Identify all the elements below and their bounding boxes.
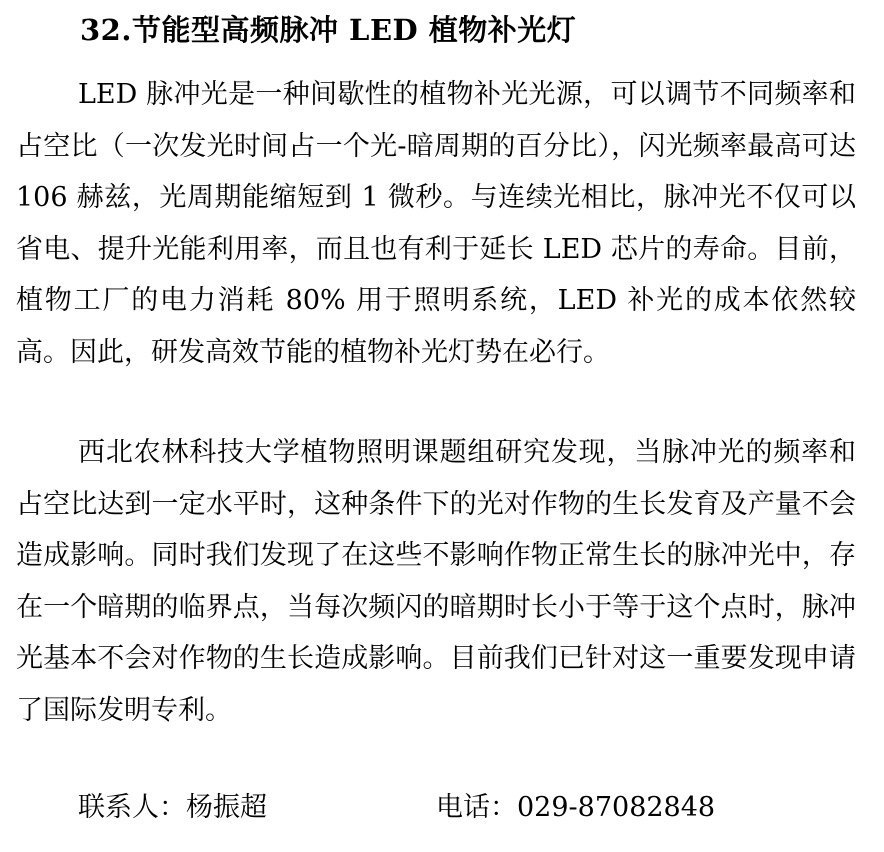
contact-phone: 电话：029-87082848 [436,792,716,823]
contact-person: 联系人：杨振超 [78,792,267,823]
body-paragraph-2: 西北农林科技大学植物照明课题组研究发现，当脉冲光的频率和占空比达到一定水平时，这种条件下的光对作物的生长发育及产量不会造成影响。同时我们发现了在这些不影响作物正常生长的脉冲光中，存在一个暗期的临界点，当每次频闪的暗期时长小于等于这个点时，脉冲光基本不会对作物的生长造成影响。目前我们已针对这一重要发现申请了国际发明专利。 [16,437,856,726]
body-paragraph-1: LED 脉冲光是一种间歇性的植物补光光源，可以调节不同频率和占空比（一次发光时间占一个光-暗周期的百分比），闪光频率最高可达 106 赫兹，光周期能缩短到 1 微秒。与连续光相比，脉冲光不仅可以省电、提升光能利用率，而且也有利于延长 LED 芯片的寿命。目前，植物工厂的电力消耗 80% 用于照明系统，LED 补光的成本依然较高。因此，研发高效节能的植物补光灯势在必行。 [16,79,856,368]
document-title: 32.节能型高频脉冲 LED 植物补光灯 [80,13,577,47]
